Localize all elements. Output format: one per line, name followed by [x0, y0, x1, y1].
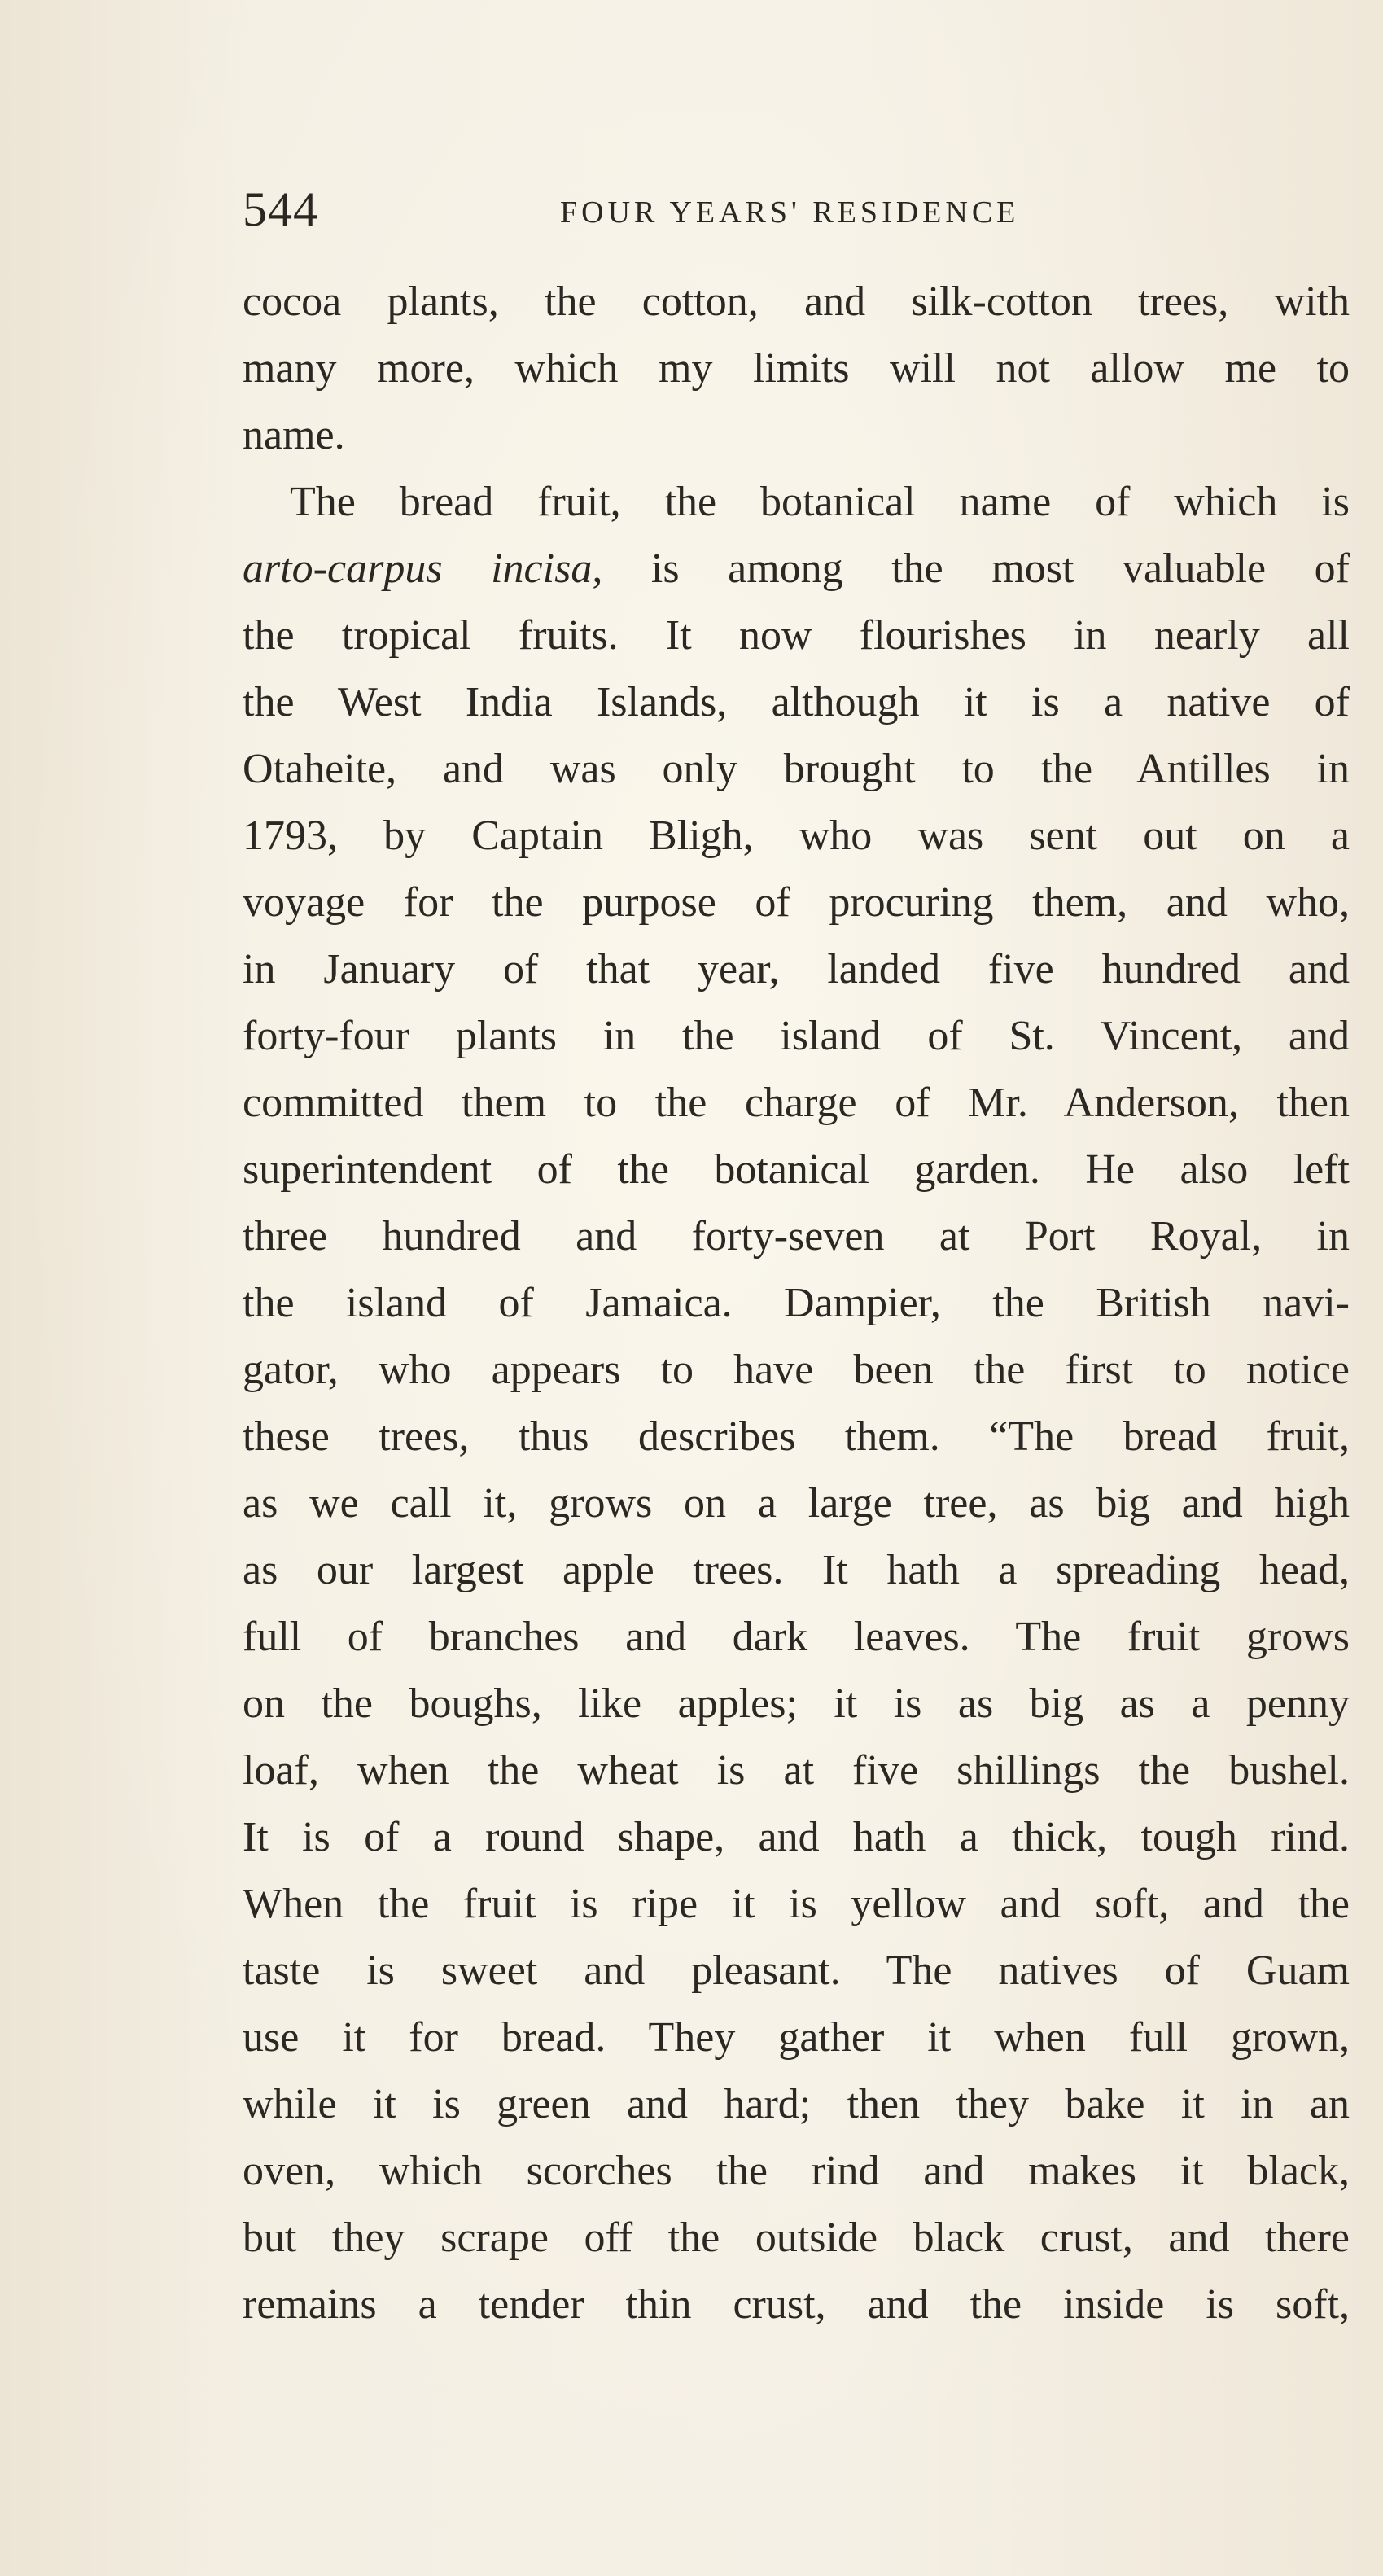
text-line-8: Otaheite, and was only brought to the Antilles in — [243, 746, 1350, 792]
text-line-16: the island of Jamaica. Dampier, the British navi- — [243, 1280, 1350, 1326]
text-line-17: gator, who appears to have been the first to notice — [243, 1347, 1350, 1393]
text-line-26: taste is sweet and pleasant. The natives of Guam — [243, 1947, 1350, 1994]
text-line-13: committed them to the charge of Mr. Anderson, then — [243, 1080, 1350, 1126]
running-head — [243, 181, 1374, 246]
text-line-24: It is of a round shape, and hath a thick, tough rind. — [243, 1814, 1350, 1860]
text-line-3: name. — [243, 412, 345, 458]
text-line-4: The bread fruit, the botanical name of which is — [290, 479, 1350, 525]
text-line-23: loaf, when the wheat is at five shillings the bushel. — [243, 1747, 1350, 1794]
botanical-name: arto-carpus incisa — [243, 545, 593, 592]
text-line-5 — [243, 536, 1350, 602]
text-line-12: forty-four plants in the island of St. Vincent, and — [243, 1013, 1350, 1059]
text-line-18: these trees, thus describes them. “The bread fruit, — [243, 1413, 1350, 1460]
text-line-14: superintendent of the botanical garden. He also left — [243, 1146, 1350, 1193]
body-text — [243, 269, 1350, 2338]
text-line-22: on the boughs, like apples; it is as big as a penny — [243, 1680, 1350, 1727]
text-line-28: while it is green and hard; then they bake it in an — [243, 2081, 1350, 2127]
text-line-11: in January of that year, landed five hundred and — [243, 946, 1350, 992]
text-line-2: many more, which my limits will not allow me to — [243, 345, 1350, 392]
text-line-10: voyage for the purpose of procuring them, and who, — [243, 879, 1350, 926]
text-line-6: the tropical fruits. It now flourishes in nearly all — [243, 612, 1350, 659]
text-line-31: remains a tender thin crust, and the inside is soft, — [243, 2281, 1350, 2328]
page-number: 544 — [243, 182, 318, 236]
text-line-1: cocoa plants, the cotton, and silk-cotton trees, with — [243, 278, 1350, 325]
text-line-25: When the fruit is ripe it is yellow and soft, and the — [243, 1881, 1350, 1927]
text-line-5-rest: , is among the most valuable of — [592, 545, 1350, 592]
text-line-9: 1793, by Captain Bligh, who was sent out on a — [243, 813, 1350, 859]
text-line-30: but they scrape off the outside black crust, and there — [243, 2215, 1350, 2261]
text-line-7: the West India Islands, although it is a native of — [243, 679, 1350, 725]
running-title: FOUR YEARS' RESIDENCE — [560, 195, 1020, 230]
text-line-20: as our largest apple trees. It hath a spreading head, — [243, 1547, 1350, 1593]
text-line-21: full of branches and dark leaves. The fruit grows — [243, 1614, 1350, 1660]
text-line-29: oven, which scorches the rind and makes it black, — [243, 2148, 1350, 2194]
text-line-19: as we call it, grows on a large tree, as big and high — [243, 1480, 1350, 1527]
text-line-15: three hundred and forty-seven at Port Royal, in — [243, 1213, 1350, 1260]
text-line-27: use it for bread. They gather it when full grown, — [243, 2014, 1350, 2061]
